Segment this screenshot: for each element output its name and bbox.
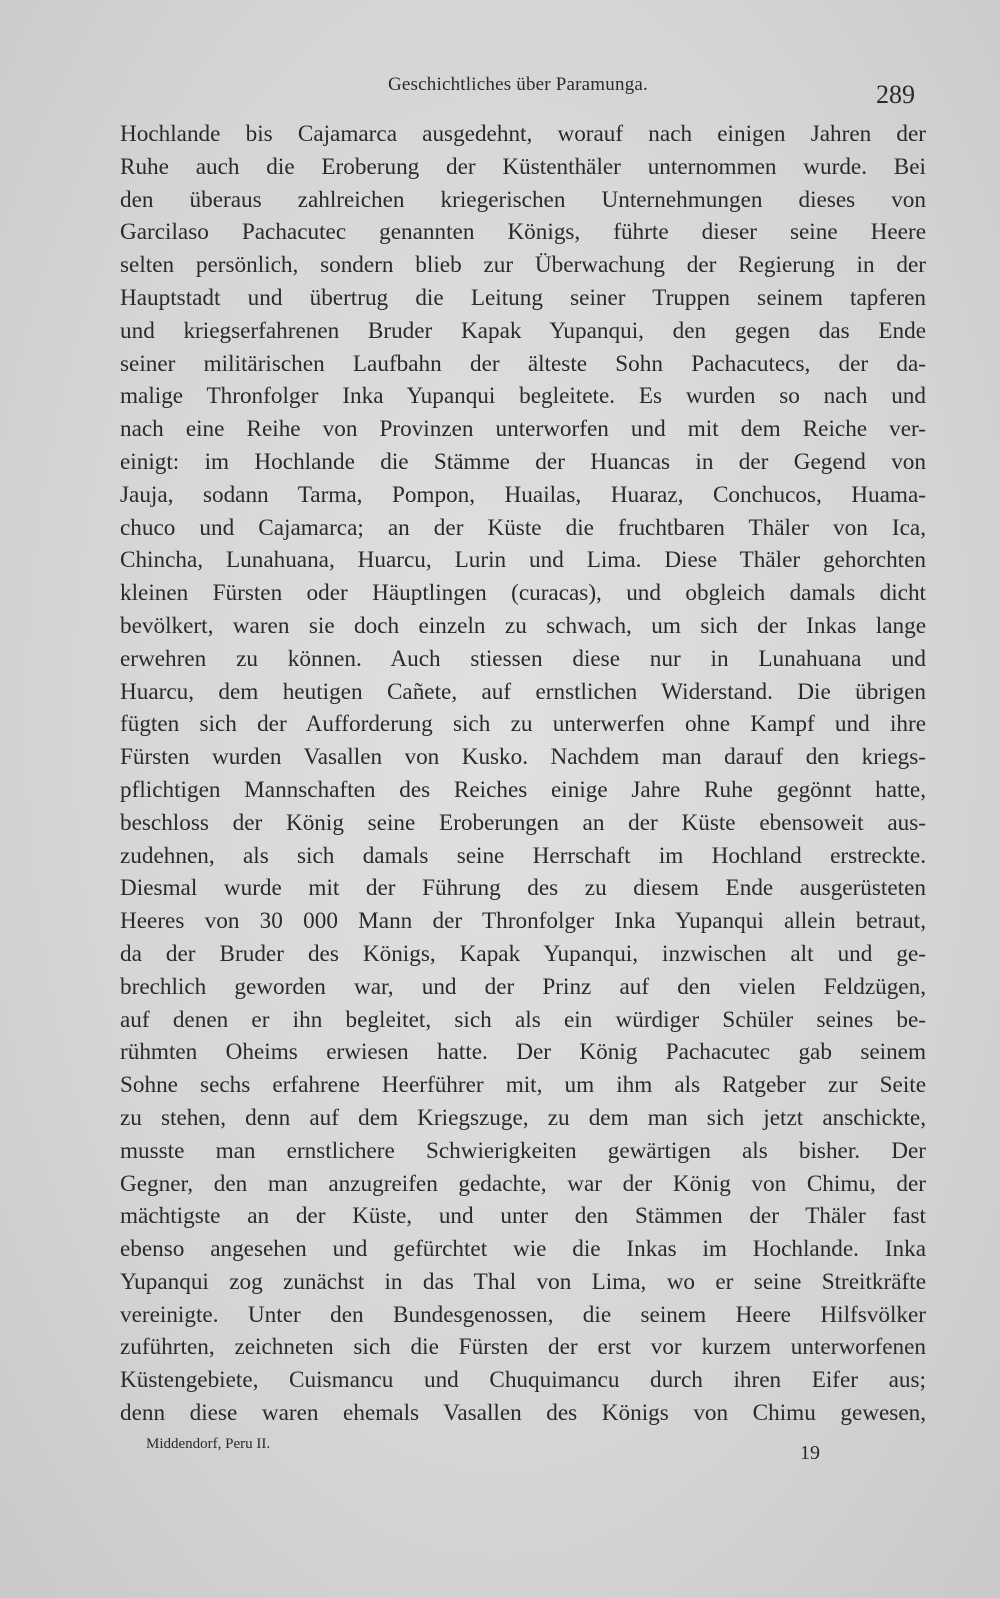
text-line: bevölkert, waren sie doch einzeln zu schwach, um sich der Inkas lange xyxy=(120,612,926,639)
text-line: da der Bruder des Königs, Kapak Yupanqui, inzwischen alt und ge- xyxy=(120,940,926,967)
text-line: kleinen Fürsten oder Häuptlingen (curacas), und obgleich damals dicht xyxy=(120,580,926,607)
running-head: Geschichtliches über Paramunga. xyxy=(388,74,648,95)
text-line: Diesmal wurde mit der Führung des zu diesem Ende ausgerüsteten xyxy=(120,875,926,902)
text-line: nach eine Reihe von Provinzen unterworfen und mit dem Reiche ver- xyxy=(120,416,926,443)
body-text xyxy=(120,118,926,1430)
sheet-number: 19 xyxy=(800,1442,820,1464)
text-line: Garcilaso Pachacutec genannten Königs, führte dieser seine Heere xyxy=(120,219,926,246)
text-line: zuführten, zeichneten sich die Fürsten der erst vor kurzem unterworfenen xyxy=(120,1334,926,1361)
text-line: vereinigte. Unter den Bundesgenossen, die seinem Heere Hilfsvölker xyxy=(120,1301,926,1328)
text-line: seiner militärischen Laufbahn der älteste Sohn Pachacutecs, der da- xyxy=(120,350,926,377)
text-line: Hauptstadt und übertrug die Leitung seiner Truppen seinem tapferen xyxy=(120,284,926,311)
text-line: den überaus zahlreichen kriegerischen Unternehmungen dieses von xyxy=(120,186,926,213)
text-line: denn diese waren ehemals Vasallen des Königs von Chimu gewesen, xyxy=(120,1400,926,1427)
text-line: Fürsten wurden Vasallen von Kusko. Nachdem man darauf den kriegs- xyxy=(120,744,926,771)
text-line: chuco und Cajamarca; an der Küste die fruchtbaren Thäler von Ica, xyxy=(120,514,926,541)
text-line: fügten sich der Aufforderung sich zu unterwerfen ohne Kampf und ihre xyxy=(120,711,926,738)
text-line: brechlich geworden war, und der Prinz auf den vielen Feldzügen, xyxy=(120,973,926,1000)
text-line: beschloss der König seine Eroberungen an der Küste ebensoweit aus- xyxy=(120,809,926,836)
text-line: und kriegserfahrenen Bruder Kapak Yupanqui, den gegen das Ende xyxy=(120,317,926,344)
text-line: selten persönlich, sondern blieb zur Überwachung der Regierung in der xyxy=(120,252,926,279)
text-line: einigt: im Hochlande die Stämme der Huancas in der Gegend von xyxy=(120,448,926,475)
text-line: zu stehen, denn auf dem Kriegszuge, zu dem man sich jetzt anschickte, xyxy=(120,1104,926,1131)
text-line: auf denen er ihn begleitet, sich als ein würdiger Schüler seines be- xyxy=(120,1006,926,1033)
text-line: rühmten Oheims erwiesen hatte. Der König Pachacutec gab seinem xyxy=(120,1039,926,1066)
text-line: Chincha, Lunahuana, Huarcu, Lurin und Lima. Diese Thäler gehorchten xyxy=(120,547,926,574)
text-line: Küstengebiete, Cuismancu und Chuquimancu durch ihren Eifer aus; xyxy=(120,1367,926,1394)
text-line: Hochlande bis Cajamarca ausgedehnt, worauf nach einigen Jahren der xyxy=(120,121,926,147)
text-line: zudehnen, als sich damals seine Herrschaft im Hochland erstreckte. xyxy=(120,842,926,869)
text-line: Gegner, den man anzugreifen gedachte, war der König von Chimu, der xyxy=(120,1170,926,1197)
text-line: pflichtigen Mannschaften des Reiches einige Jahre Ruhe gegönnt hatte, xyxy=(120,776,926,803)
text-line: Heeres von 30 000 Mann der Thronfolger Inka Yupanqui allein betraut, xyxy=(120,908,926,935)
text-line: mächtigste an der Küste, und unter den Stämmen der Thäler fast xyxy=(120,1203,926,1230)
text-line: Ruhe auch die Eroberung der Küstenthäler unternommen wurde. Bei xyxy=(120,153,926,180)
text-line: Huarcu, dem heutigen Cañete, auf ernstlichen Widerstand. Die übrigen xyxy=(120,678,926,705)
text-line: musste man ernstlichere Schwierigkeiten gewärtigen als bisher. Der xyxy=(120,1137,926,1164)
signature-mark: Middendorf, Peru II. xyxy=(146,1436,271,1452)
page-number: 289 xyxy=(876,80,915,109)
text-line: Jauja, sodann Tarma, Pompon, Huailas, Huaraz, Conchucos, Huama- xyxy=(120,481,926,508)
text-line: ebenso angesehen und gefürchtet wie die Inkas im Hochlande. Inka xyxy=(120,1236,926,1263)
text-line: erwehren zu können. Auch stiessen diese nur in Lunahuana und xyxy=(120,645,926,672)
text-line: malige Thronfolger Inka Yupanqui begleitete. Es wurden so nach und xyxy=(120,383,926,410)
text-line: Yupanqui zog zunächst in das Thal von Lima, wo er seine Streitkräfte xyxy=(120,1268,926,1295)
text-line: Sohne sechs erfahrene Heerführer mit, um ihm als Ratgeber zur Seite xyxy=(120,1072,926,1099)
